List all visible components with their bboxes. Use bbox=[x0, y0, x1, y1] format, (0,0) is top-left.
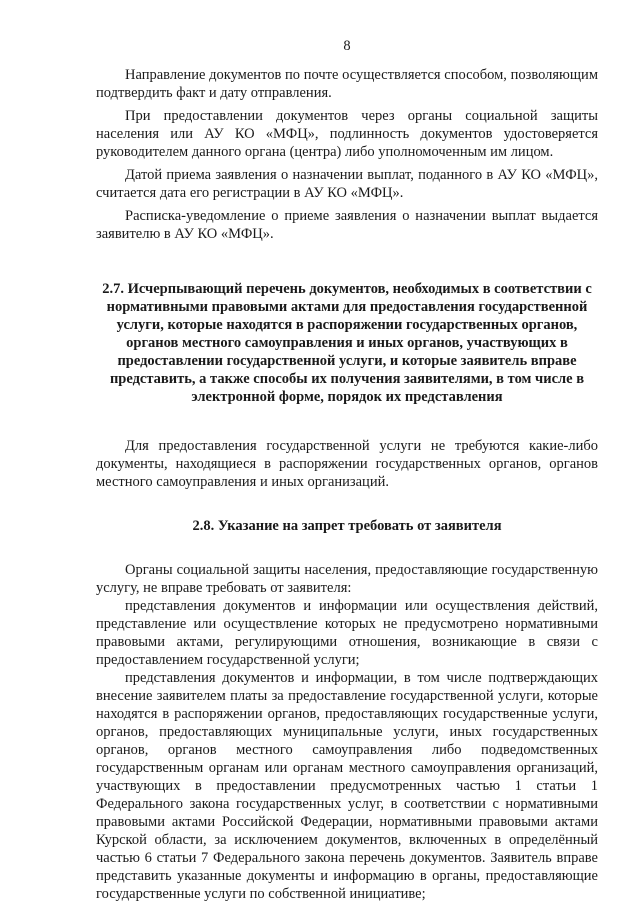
section-2-8-intro: Органы социальной защиты населения, предоставляющие государственную услугу, не вправе требовать от заявителя: bbox=[96, 562, 598, 596]
paragraph-document-authentication: При предоставлении документов через органы социальной защиты населения или АУ КО «МФЦ», подлинность документов удостоверяется руководителем данного органа (центра) либо уполномоченным им лицом. bbox=[96, 108, 598, 160]
page-number: 8 bbox=[343, 38, 351, 54]
section-2-8-item-documents: представления документов и информации, в том числе подтверждающих внесение заявителем платы за предоставление государственной услуги, которые находятся в распоряжении органов, предоставляющих государственные услуги, органов, предоставляющих муниципальные услуги, иных государственных органов, органов местного самоуправления либо подведомственных государственным органам или органам местного самоуправления организаций, участвующих в предоставлении предусмотренных частью 1 статьи 1 Федерального закона государственных услуг, в соответствии с нормативными правовыми актами Российской Федерации, нормативными правовыми актами Курской области, за исключением документов, включенных в определённый частью 6 статьи 7 Федерального закона перечень документов. Заявитель вправе представить указанные документы и информацию в органы, предоставляющие государственные услуги по собственной инициативе; bbox=[96, 670, 598, 902]
paragraph-receipt-notice: Расписка-уведомление о приеме заявления о назначении выплат выдается заявителю в АУ КО «МФЦ». bbox=[96, 208, 598, 242]
section-2-7-heading: 2.7. Исчерпывающий перечень документов, необходимых в соответствии с нормативными правовыми актами для предоставления государственной услуги, которые находятся в распоряжении государственных органов, органов местного самоуправления и иных органов, участвующих в предоставлении государственной услуги, и которые заявитель вправе представить, а также способы их получения заявителями, в том числе в электронной форме, порядок их представления bbox=[102, 281, 592, 405]
paragraph-mail-delivery: Направление документов по почте осуществляется способом, позволяющим подтвердить факт и дату отправления. bbox=[96, 67, 598, 101]
section-2-7-body: Для предоставления государственной услуги не требуются какие-либо документы, находящиеся в распоряжении государственных органов, органов местного самоуправления и иных организаций. bbox=[96, 438, 598, 490]
section-2-8-item-actions: представления документов и информации или осуществления действий, представление или осуществление которых не предусмотрено нормативными правовыми актами, регулирующими отношения, возникающие в связи с предоставлением государственной услуги; bbox=[96, 598, 598, 668]
section-2-8-heading: 2.8. Указание на запрет требовать от заявителя bbox=[192, 518, 502, 534]
paragraph-application-date: Датой приема заявления о назначении выплат, поданного в АУ КО «МФЦ», считается дата его регистрации в АУ КО «МФЦ». bbox=[96, 167, 598, 201]
